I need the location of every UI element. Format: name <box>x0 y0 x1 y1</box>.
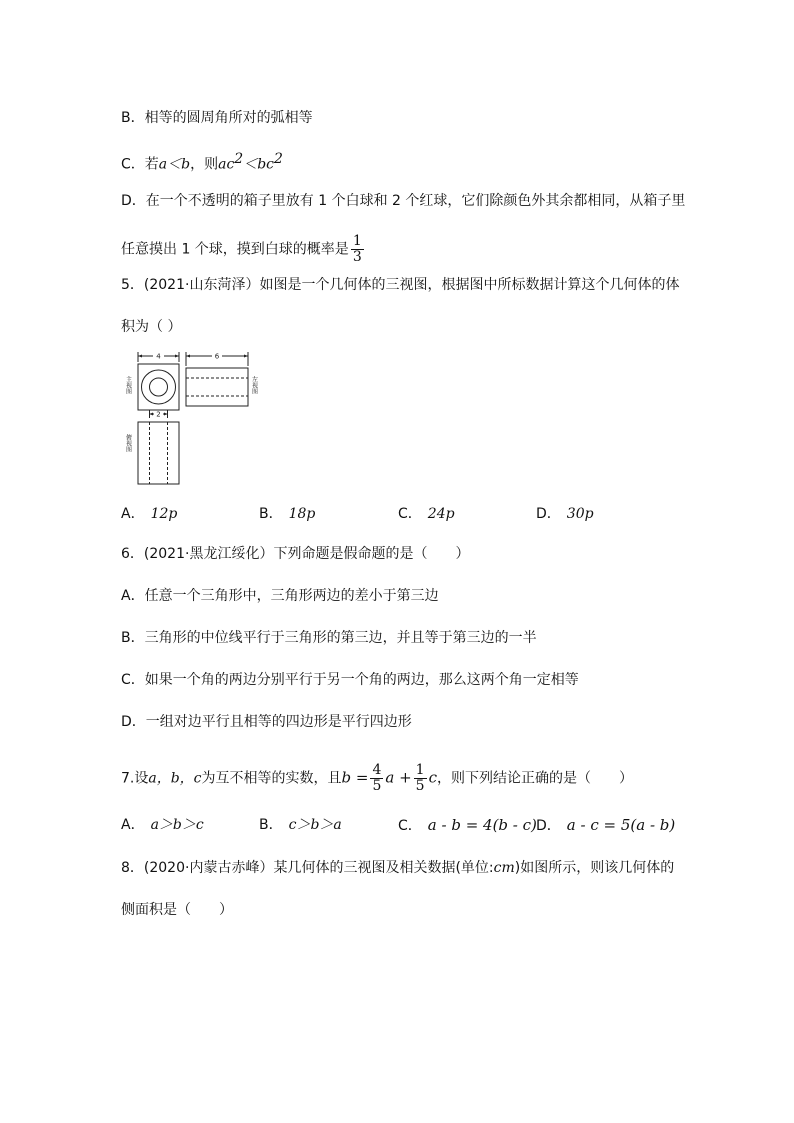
q6-option-a: A．任意一个三角形中，三角形两边的差小于第三边 <box>121 588 439 604</box>
q4-option-c-mid: ，则 <box>190 156 219 173</box>
q7-option-b-letter: B． <box>259 817 283 833</box>
q5-option-b-value: 18p <box>288 506 316 522</box>
q5-option-a-value: 12p <box>150 506 178 522</box>
q5-stem-line2: 积为（ ） <box>121 319 182 335</box>
q7-fraction-four-fifths <box>370 763 383 794</box>
q8-stem-line2: 侧面积是（ ） <box>121 902 233 918</box>
q4-option-c-result-left: ac <box>218 156 235 173</box>
q8-stem-pre: 8．(2020·内蒙古赤峰）某几何体的三视图及相关数据(单位: <box>121 860 494 876</box>
fraction-numerator: 4 <box>372 762 382 778</box>
fraction-denominator: 3 <box>352 249 362 265</box>
q5-option-a <box>121 504 177 524</box>
q7-option-a-value: a＞b＞c <box>150 817 204 833</box>
q4-option-c-condition: a＜b <box>158 156 191 173</box>
q7-prefix: 7.设 <box>121 770 149 787</box>
q7-option-c-letter: C． <box>398 818 422 834</box>
q6-option-d: D．一组对边平行且相等的四边形是平行四边形 <box>121 714 412 730</box>
q4-probability-fraction <box>351 234 364 265</box>
q7-option-a-letter: A． <box>121 817 145 833</box>
q5-option-d-letter: D． <box>536 506 561 522</box>
fraction-numerator: 1 <box>415 762 425 778</box>
q8-unit: cm <box>493 860 515 876</box>
q7-option-b <box>259 815 342 835</box>
fraction-denominator: 5 <box>372 778 382 794</box>
q7-option-a <box>121 815 204 835</box>
q7-equation-a: a + <box>385 768 412 787</box>
label-left-view: 左视图 <box>250 376 258 394</box>
q7-option-c-value: a - b = 4(b - c) <box>427 816 537 834</box>
q5-stem-line1: 5．(2021·山东菏泽）如图是一个几何体的三视图，根据图中所标数据计算这个几何体的体 <box>121 277 680 293</box>
q4-option-c-exponent-2: 2 <box>274 151 283 167</box>
q7-fraction-one-fifth <box>414 763 427 794</box>
q7-option-c <box>398 815 537 836</box>
q6-option-b: B．三角形的中位线平行于三角形的第三边，并且等于第三边的一半 <box>121 630 537 646</box>
q7-equation-b: b = <box>341 768 369 787</box>
q7-option-d-value: a - c = 5(a - b) <box>566 816 676 834</box>
front-view-outline <box>138 364 179 410</box>
q5-option-d <box>536 504 594 524</box>
q5-option-c-letter: C． <box>398 506 422 522</box>
front-view-outer-circle <box>142 370 176 404</box>
q4-option-d-line1: D．在一个不透明的箱子里放有 1 个白球和 2 个红球，它们除颜色外其余都相同，从箱子里 <box>121 193 686 209</box>
q6-option-c: C．如果一个角的两边分别平行于另一个角的两边，那么这两个角一定相等 <box>121 672 579 688</box>
dimension-label-inner: 2 <box>156 410 161 419</box>
q7-equation-c: c <box>428 768 437 787</box>
q5-option-c <box>398 504 455 524</box>
q4-option-c-exponent-1: 2 <box>234 151 244 167</box>
q7-variables: a，b，c <box>148 770 202 787</box>
q5-option-a-letter: A． <box>121 506 145 522</box>
three-view-drawing <box>118 348 288 488</box>
q8-stem-line1 <box>121 858 674 878</box>
q4-option-c-prefix: C．若 <box>121 156 159 173</box>
q7-option-d-letter: D． <box>536 818 561 834</box>
q7-option-b-value: c＞b＞a <box>288 817 342 833</box>
q4-option-b: B．相等的圆周角所对的弧相等 <box>121 110 313 126</box>
q4-option-c <box>121 149 283 175</box>
q7-stem <box>121 763 633 794</box>
q6-stem: 6．(2021·黑龙江绥化）下列命题是假命题的是（ ） <box>121 546 470 562</box>
top-view-outline <box>138 422 179 484</box>
three-view-figure <box>118 348 288 488</box>
q5-option-d-value: 30p <box>566 506 594 522</box>
q8-stem-post: )如图所示，则该几何体的 <box>514 860 675 876</box>
fraction-numerator: 1 <box>352 233 362 249</box>
label-front-view: 主视图 <box>124 376 132 394</box>
dimension-label-right: 6 <box>214 352 220 361</box>
q4-option-d-text: 任意摸出 1 个球，摸到白球的概率是 <box>121 241 349 258</box>
dimension-label-top: 4 <box>156 352 161 361</box>
q7-option-d <box>536 815 675 836</box>
left-view-outline <box>186 368 248 406</box>
q4-option-d-line2 <box>121 234 366 265</box>
q4-option-c-result-right: ＜bc <box>243 156 275 173</box>
fraction-denominator: 5 <box>415 778 425 794</box>
q5-option-c-value: 24p <box>427 506 455 522</box>
q5-option-b <box>259 504 315 524</box>
label-top-view: 俯视图 <box>124 434 132 452</box>
q5-option-b-letter: B． <box>259 506 283 522</box>
q7-mid: 为互不相等的实数，且 <box>201 770 342 787</box>
q7-suffix: ，则下列结论正确的是（ ） <box>437 770 633 787</box>
front-view-inner-circle <box>150 378 168 396</box>
